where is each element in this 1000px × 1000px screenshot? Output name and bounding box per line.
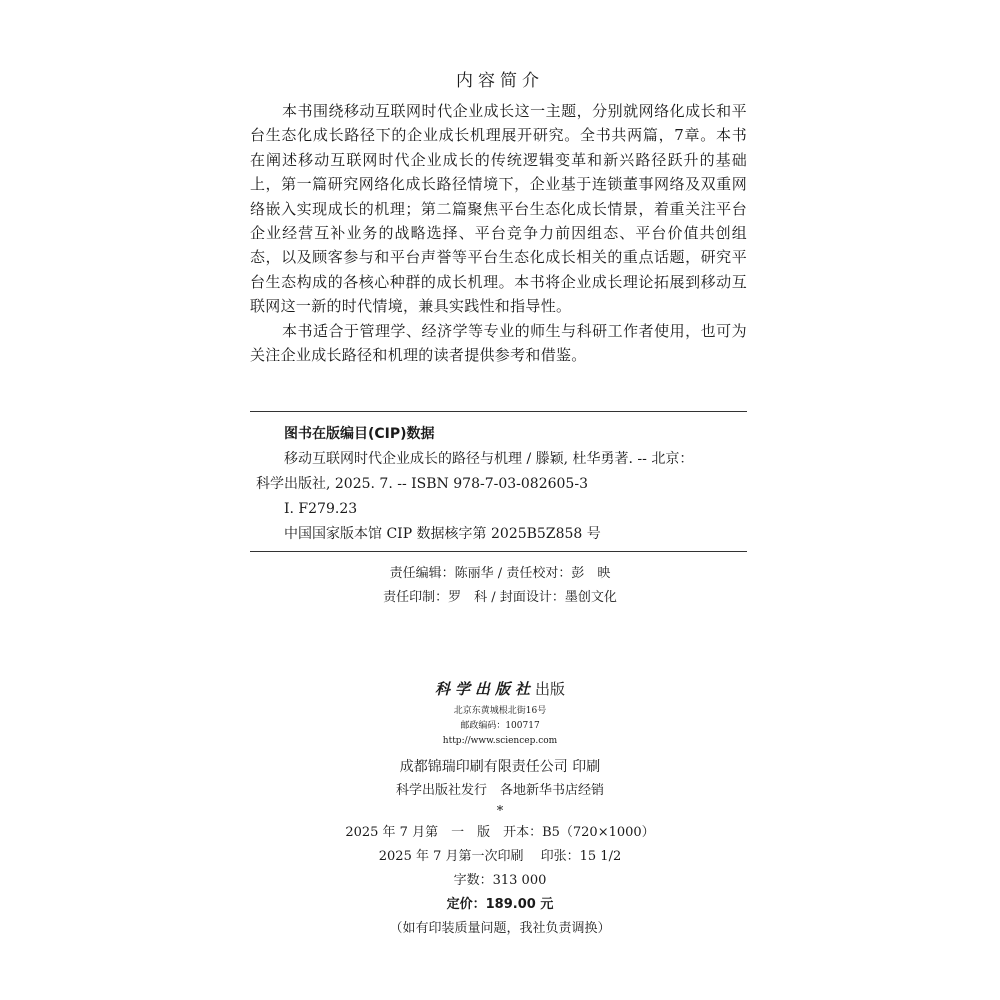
printer: 成都锦瑞印刷有限责任公司 印刷: [399, 759, 601, 775]
printing: 2025 年 7 月第一次印刷 印张：15 1/2: [378, 849, 622, 864]
distribution: 科学出版社发行 各地新华书店经销: [395, 783, 604, 798]
publisher-suffix: 出版: [535, 680, 566, 698]
cip-line-class: Ⅰ. F279.23: [284, 501, 358, 517]
cip-block: [250, 422, 747, 547]
word-count: 字数：313 000: [453, 873, 547, 888]
imprint: [0, 755, 1000, 941]
cip-line-number: 中国国家版本馆 CIP 数据核字第 2025B5Z858 号: [284, 526, 601, 542]
price: 定价：189.00 元: [446, 897, 554, 912]
credits: [0, 562, 1000, 610]
separator-star: *: [496, 804, 504, 819]
quality-note: （如有印装质量问题，我社负责调换）: [389, 921, 611, 936]
publisher-line: [0, 678, 1000, 699]
summary-body: [250, 99, 747, 367]
summary-paragraph-2: 本书适合于管理学、经济学等专业的师生与科研工作者使用，也可为关注企业成长路径和机理的读者提供参考和借鉴。: [250, 321, 747, 365]
edition: 2025 年 7 月第 一 版 开本：B5（720×1000）: [345, 825, 655, 840]
summary-title: 内容简介: [456, 71, 544, 91]
cip-bottom-rule: [250, 551, 747, 552]
publisher-details: [0, 704, 1000, 749]
credits-production: 责任印制：罗 科 / 封面设计：墨创文化: [383, 590, 617, 605]
cip-line-publisher: 科学出版社, 2025. 7. -- ISBN 978-7-03-082605-3: [256, 476, 588, 492]
credits-editors: 责任编辑：陈丽华 / 责任校对：彭 映: [389, 566, 611, 581]
publisher-name: 科学出版社: [434, 680, 535, 698]
cip-heading: 图书在版编目(CIP)数据: [284, 426, 435, 442]
publisher-url: http://www.sciencep.com: [442, 736, 558, 746]
publisher-postcode: 邮政编码：100717: [460, 721, 540, 731]
cip-top-rule: [250, 411, 747, 412]
summary-paragraph-1: 本书围绕移动互联网时代企业成长这一主题，分别就网络化成长和平台生态化成长路径下的企业成长机理展开研究。全书共两篇，7章。本书在阐述移动互联网时代企业成长的传统逻辑变革和新兴路径跃升的基础上，第一篇研究网络化成长路径情境下，企业基于连锁董事网络及双重网络嵌入实现成长的机理；第二篇聚焦平台生态化成长情景，着重关注平台企业经营互补业务的战略选择、平台竞争力前因组态、平台价值共创组态，以及顾客参与和平台声誉等平台生态化成长相关的重点话题，研究平台生态构成的各核心种群的成长机理。本书将企业成长理论拓展到移动互联网这一新的时代情境，兼具实践性和指导性。: [250, 102, 747, 316]
cip-line-title: 移动互联网时代企业成长的路径与机理 / 滕颖, 杜华勇著. -- 北京：: [284, 451, 694, 467]
publisher-address: 北京东黄城根北街16号: [453, 706, 547, 716]
